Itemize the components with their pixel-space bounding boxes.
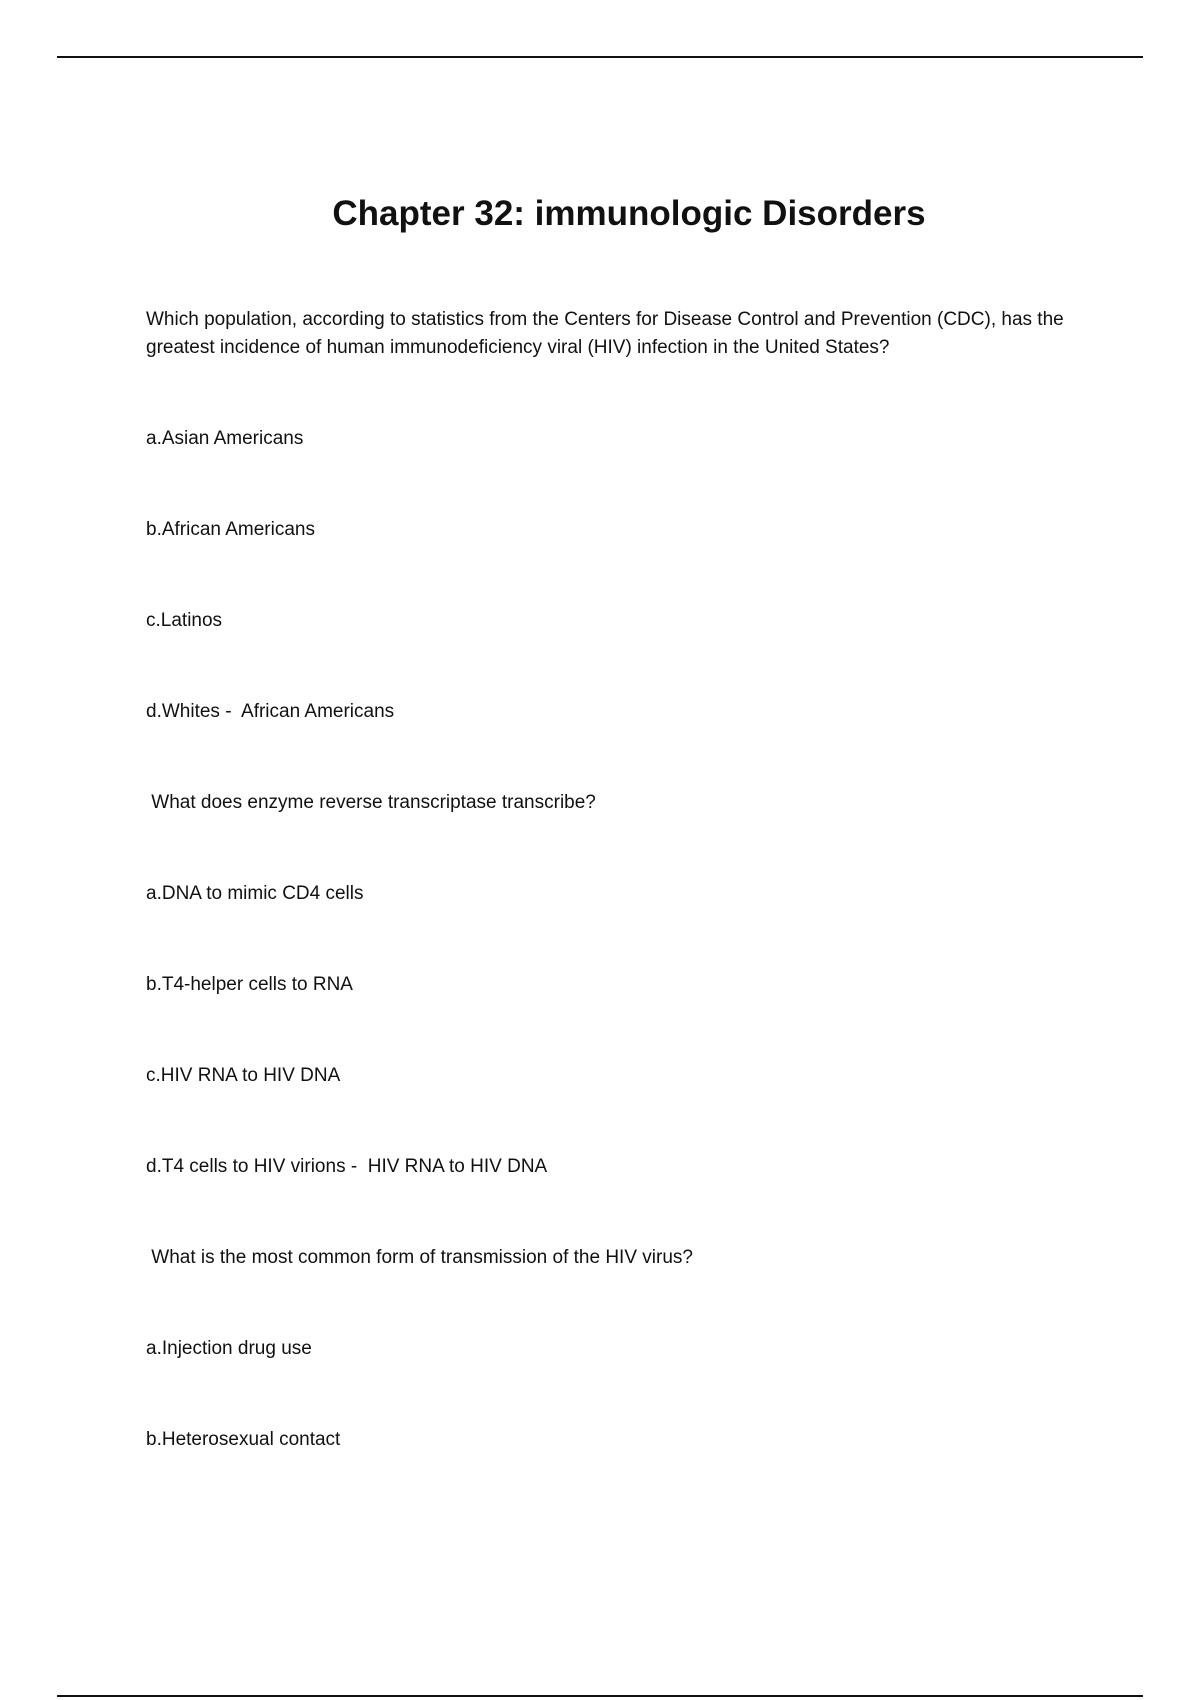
page-title: Chapter 32: immunologic Disorders	[332, 194, 926, 233]
footer-rule	[57, 1695, 1143, 1697]
question-3-option-a: a.Injection drug use	[146, 1338, 312, 1359]
question-2-option-d: d.T4 cells to HIV virions - HIV RNA to HIV DNA	[146, 1156, 548, 1177]
question-1-option-b: b.African Americans	[146, 519, 315, 540]
question-1-option-a: a.Asian Americans	[146, 428, 304, 449]
question-3-stem: What is the most common form of transmission of the HIV virus?	[146, 1247, 693, 1268]
question-2-option-b: b.T4-helper cells to RNA	[146, 974, 353, 995]
question-2-option-c: c.HIV RNA to HIV DNA	[146, 1065, 341, 1086]
question-1-option-c: c.Latinos	[146, 610, 223, 631]
question-1-stem: Which population, according to statistics from the Centers for Disease Control and Prevention (CDC), has the greatest incidence of human immunodeficiency viral (HIV) infection in the United States?	[146, 309, 1069, 358]
question-3-option-b: b.Heterosexual contact	[146, 1429, 341, 1450]
header-rule	[57, 56, 1143, 58]
question-1-option-d: d.Whites - African Americans	[146, 701, 395, 722]
question-2-option-a: a.DNA to mimic CD4 cells	[146, 883, 364, 904]
question-2-stem: What does enzyme reverse transcriptase transcribe?	[146, 792, 596, 813]
